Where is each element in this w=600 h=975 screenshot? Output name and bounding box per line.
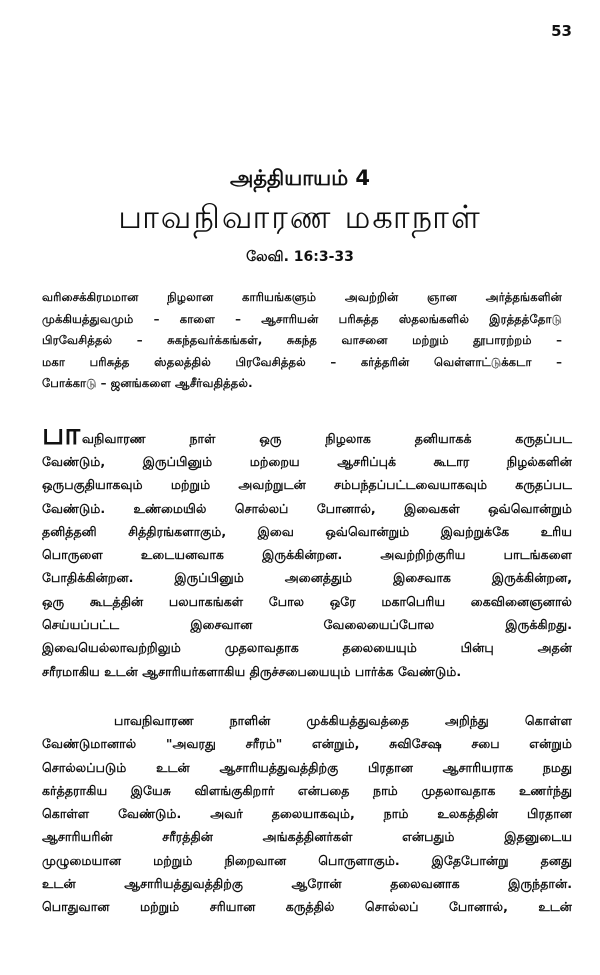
page-number: 53 — [551, 22, 572, 40]
paragraph-line: வநிவாரண நாள் ஒரு நிழலாக தனியாகக் கருதப்பட — [82, 431, 572, 446]
chapter-summary — [42, 287, 562, 395]
paragraph-line: ஒருபகுதியாகவும் மற்றும் அவற்றுடன் சம்பந்தப்பட்டவையாகவும் கருதப்பட — [42, 477, 572, 493]
paragraph-line: பாவநிவாரண நாளின் முக்கியத்துவத்தை அறிந்து கொள்ள — [114, 713, 572, 728]
body-paragraph — [42, 414, 572, 683]
scripture-reference: லேவி. 16:3-33 — [246, 249, 354, 265]
chapter-title: பாவநிவாரண மகாநாள் — [118, 198, 482, 236]
chapter-label: அத்தியாயம் 4 — [229, 166, 371, 190]
paragraph-line: உடன் ஆசாரியத்துவத்திற்கு ஆரோன் தலைவனாக இருந்தான். — [42, 876, 572, 892]
paragraph-line: வேண்டுமானால் "அவரது சரீரம்" என்றும், சுவிசேஷ சபை என்றும் — [42, 736, 572, 752]
paragraph-line: கர்த்தராகிய இயேசு விளங்குகிறார் என்பதை நாம் முதலாவதாக உணர்ந்து — [42, 782, 572, 798]
summary-line: போக்காடு – ஜனங்களை ஆசீர்வதித்தல். — [42, 376, 253, 390]
paragraph-line: இவையெல்லாவற்றிலும் முதலாவதாக தலையையும் பின்பு அதன் — [42, 640, 572, 656]
paragraph-line: தனித்தனி சித்திரங்களாகும், இவை ஒவ்வொன்றும் இவற்றுக்கே உரிய — [42, 523, 572, 539]
paragraph-line: வேண்டும். உண்மையில் சொல்லப் போனால், இவைகள் ஒவ்வொன்றும் — [42, 500, 572, 516]
summary-line: வரிசைக்கிரமமான நிழலான காரியங்களும் அவற்றின் ஞான அர்த்தங்களின் — [42, 290, 562, 304]
paragraph-line: வேண்டும், இருப்பினும் மற்றைய ஆசரிப்புக் கூடார நிழல்களின் — [42, 454, 572, 469]
summary-line: மகா பரிசுத்த ஸ்தலத்தில் பிரவேசித்தல் – கர்த்தரின் வெள்ளாட்டுக்கடா – — [42, 354, 562, 369]
paragraph-line: செய்யப்பட்ட இசைவான வேலையைப்போல இருக்கிறது. — [42, 617, 572, 633]
paragraph-line: பொதுவான மற்றும் சரியான கருத்தில் சொல்லப் போனால், உடன் — [42, 899, 572, 915]
body-paragraph — [42, 709, 572, 919]
paragraph-line: ஆசாரியரின் சரீரத்தின் அங்கத்தினர்கள் என்பதும் இதனுடைய — [42, 829, 572, 845]
paragraph-line: சொல்லப்படும் உடன் ஆசாரியத்துவத்திற்கு பிரதான ஆசாரியராக நமது — [42, 759, 572, 775]
summary-line: பிரவேசித்தல் – சுகந்தவர்க்கங்கள், சுகந்த வாசனை மற்றும் தூபாரற்றம் – — [42, 333, 562, 347]
drop-cap: பா — [42, 417, 80, 452]
paragraph-line: முழுமையான மற்றும் நிறைவான பொருளாகும். இதேபோன்று தனது — [42, 852, 572, 868]
paragraph-line: கொள்ள வேண்டும். அவர் தலையாகவும், நாம் உலகத்தின் பிரதான — [42, 806, 572, 822]
paragraph-line: போதிக்கின்றன. இருப்பினும் அனைத்தும் இசைவாக இருக்கின்றன, — [42, 570, 572, 586]
paragraph-first-line — [42, 414, 572, 450]
paragraph-line: ஒரு கூடத்தின் பலபாகங்கள் போல ஒரே மகாபெரிய கைவினைஞனால் — [42, 593, 572, 609]
paragraph-line: பொருளை உடையனவாக இருக்கின்றன. அவற்றிற்குரிய பாடங்களை — [42, 547, 572, 563]
paragraph-line: சரீரமாகிய உடன் ஆசாரியர்களாகிய திருச்சபையையும் பார்க்க வேண்டும். — [42, 663, 462, 679]
summary-line: முக்கியத்துவமும் – காளை – ஆசாரியன் பரிசுத்த ஸ்தலங்களில் இரத்தத்தோடு — [42, 311, 562, 326]
